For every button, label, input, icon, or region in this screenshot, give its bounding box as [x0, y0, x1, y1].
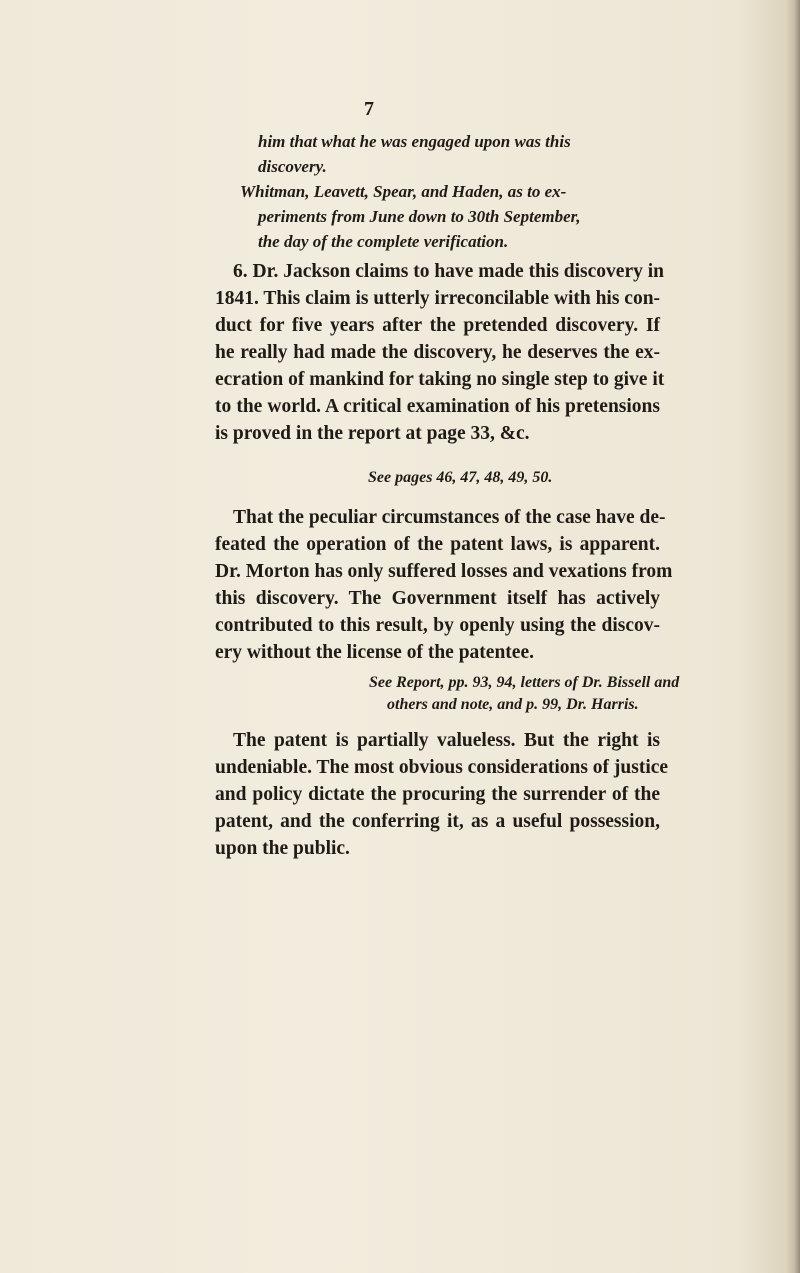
- intro-line: periments from June down to 30th September,: [258, 207, 581, 226]
- paragraph-line: Dr. Morton has only suffered losses and vexations from: [215, 561, 673, 582]
- paragraph-line: undeniable. The most obvious considerations of justice: [215, 757, 669, 778]
- paragraph-line: ery without the license of the patentee.: [215, 642, 534, 663]
- paragraph-line: The patent is partially valueless. But the right is: [233, 730, 660, 751]
- intro-line: Whitman, Leavett, Spear, and Haden, as to ex-: [240, 182, 567, 201]
- paragraph-line: he really had made the discovery, he deserves the ex-: [215, 342, 660, 363]
- paragraph-line: is proved in the report at page 33, &c.: [215, 423, 530, 444]
- intro-line: him that what he was engaged upon was this: [258, 132, 571, 151]
- paragraph-line: feated the operation of the patent laws, is apparent.: [215, 534, 660, 555]
- reference-report: [369, 672, 679, 716]
- paragraph-line: duct for five years after the pretended discovery. If: [215, 315, 660, 336]
- paragraph-line: That the peculiar circumstances of the case have de-: [233, 507, 666, 528]
- intro-line: the day of the complete verification.: [258, 232, 509, 251]
- reference-line: See Report, pp. 93, 94, letters of Dr. Bissell and: [369, 674, 680, 691]
- paragraph-line: ecration of mankind for taking no single step to give it: [215, 369, 665, 390]
- reference-line: others and note, and p. 99, Dr. Harris.: [387, 696, 639, 713]
- reference-pages: [368, 467, 552, 489]
- page-number: 7: [364, 98, 374, 120]
- paragraph-conclusion: [215, 727, 669, 862]
- paragraph-line: patent, and the conferring it, as a useful possession,: [215, 811, 660, 832]
- paragraph-line: this discovery. The Government itself has actively: [215, 588, 660, 609]
- paragraph-patent: [215, 504, 673, 666]
- paragraph-line: 6. Dr. Jackson claims to have made this discovery in: [233, 261, 664, 282]
- paragraph-6: [215, 258, 665, 447]
- paragraph-line: to the world. A critical examination of his pretensions: [215, 396, 660, 417]
- paragraph-line: and policy dictate the procuring the surrender of the: [215, 784, 660, 805]
- paragraph-line: upon the public.: [215, 838, 350, 859]
- paragraph-line: contributed to this result, by openly using the discov-: [215, 615, 660, 636]
- intro-italic-block: [240, 129, 660, 254]
- page-edge-shadow: [786, 0, 800, 1273]
- reference-line: See pages 46, 47, 48, 49, 50.: [368, 469, 553, 486]
- intro-line: discovery.: [258, 157, 327, 176]
- paragraph-line: 1841. This claim is utterly irreconcilable with his con-: [215, 288, 661, 309]
